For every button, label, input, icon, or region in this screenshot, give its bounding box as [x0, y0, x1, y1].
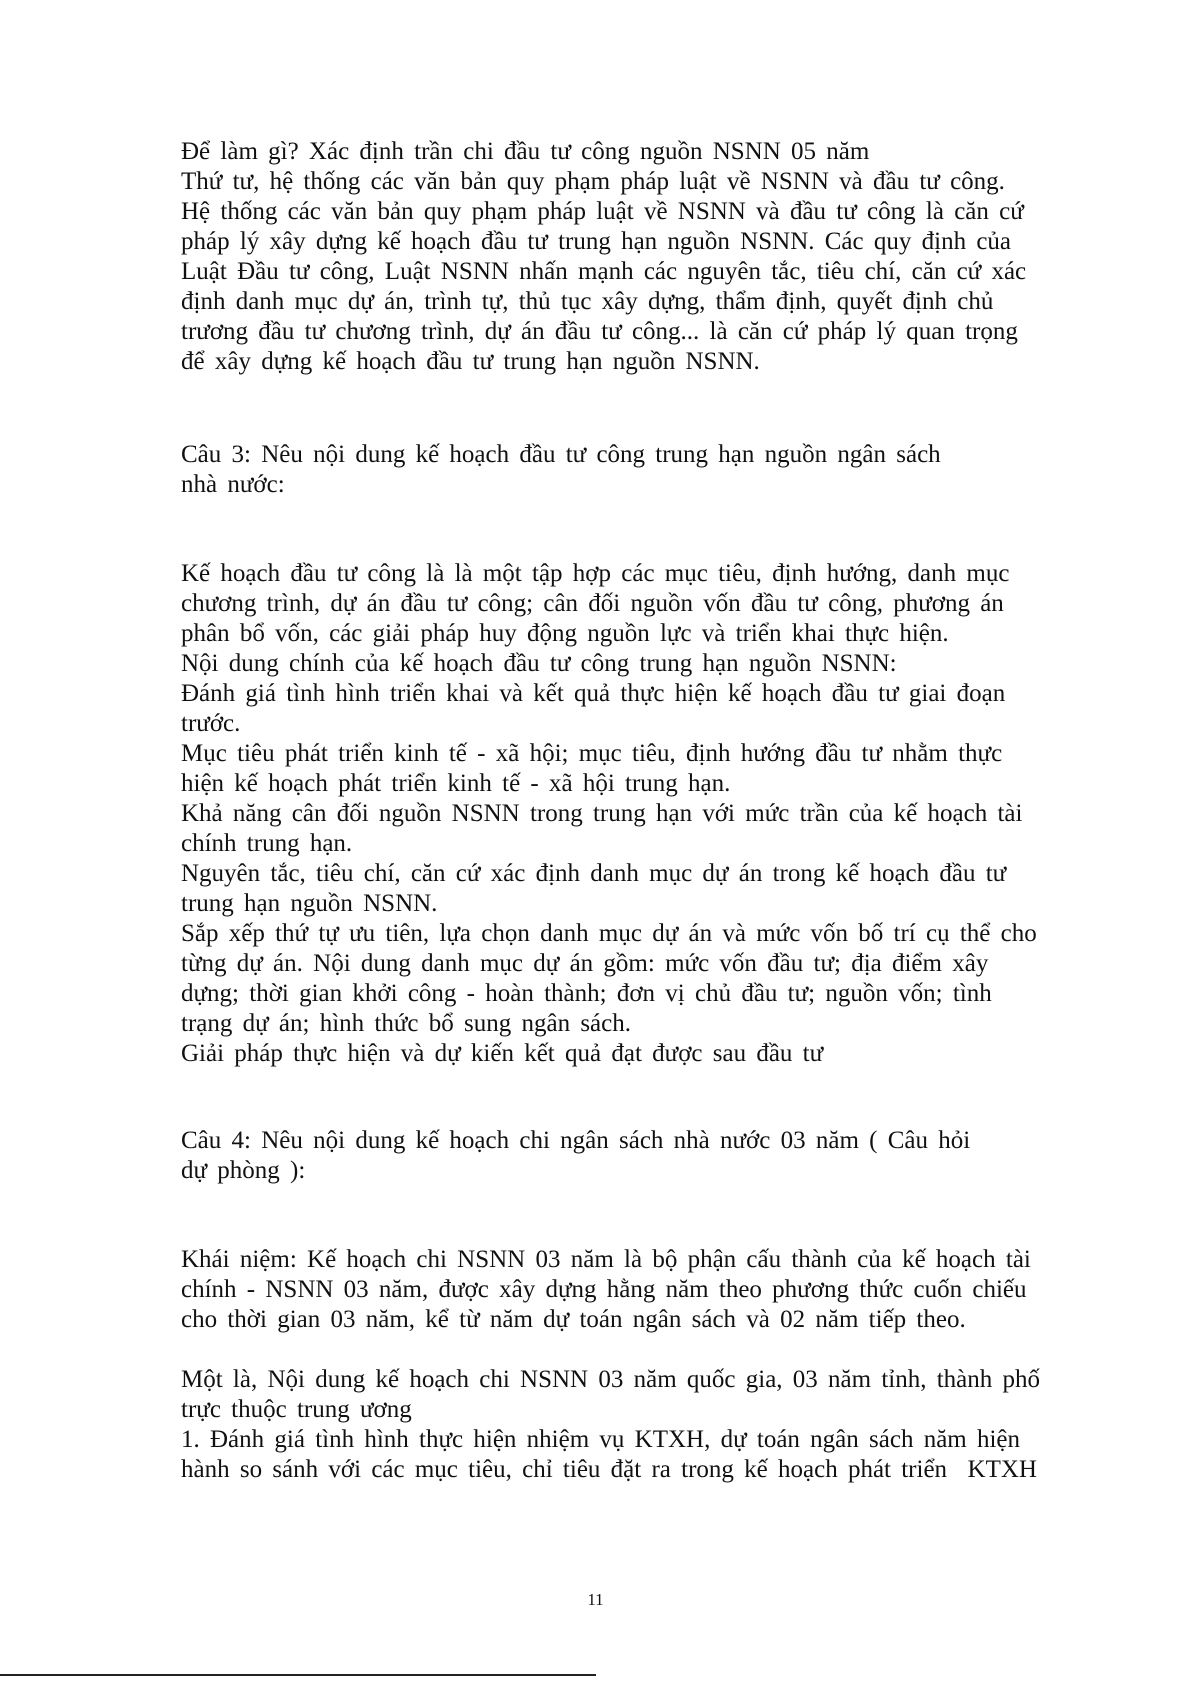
text-line: để xây dựng kế hoạch đầu tư trung hạn nguồn NSNN.	[181, 348, 760, 375]
text-line: từng dự án. Nội dung danh mục dự án gồm: mức vốn đầu tư; địa điểm xây	[181, 950, 989, 977]
text-line: Mục tiêu phát triển kinh tế - xã hội; mục tiêu, định hướng đầu tư nhằm thực	[181, 740, 1003, 767]
text-line: Nội dung chính của kế hoạch đầu tư công trung hạn nguồn NSNN:	[181, 650, 897, 677]
question-4-heading	[181, 1126, 1121, 1186]
text-line: trước.	[181, 710, 241, 737]
text-line: trạng dự án; hình thức bổ sung ngân sách.	[181, 1010, 631, 1037]
text-line: trực thuộc trung ương	[181, 1396, 412, 1423]
text-line: Câu 3: Nêu nội dung kế hoạch đầu tư công trung hạn nguồn ngân sách	[181, 441, 941, 468]
footer-divider	[0, 1674, 596, 1676]
text-line: cho thời gian 03 năm, kể từ năm dự toán ngân sách và 02 năm tiếp theo.	[181, 1306, 966, 1333]
question-3-answer	[181, 559, 1121, 1069]
text-line: dựng; thời gian khởi công - hoàn thành; đơn vị chủ đầu tư; nguồn vốn; tình	[181, 980, 992, 1007]
text-line: Khái niệm: Kế hoạch chi NSNN 03 năm là bộ phận cấu thành của kế hoạch tài	[181, 1246, 1031, 1273]
text-line: Để làm gì? Xác định trần chi đầu tư công nguồn NSNN 05 năm	[181, 138, 870, 165]
text-line: Sắp xếp thứ tự ưu tiên, lựa chọn danh mục dự án và mức vốn bố trí cụ thể cho	[181, 920, 1037, 947]
text-line: Một là, Nội dung kế hoạch chi NSNN 03 năm quốc gia, 03 năm tỉnh, thành phố	[181, 1366, 1041, 1393]
question-4-concept	[181, 1245, 1121, 1335]
text-line: trương đầu tư chương trình, dự án đầu tư công... là căn cứ pháp lý quan trọng	[181, 318, 1018, 345]
text-line: Nguyên tắc, tiêu chí, căn cứ xác định danh mục dự án trong kế hoạch đầu tư	[181, 860, 1007, 887]
text-line: hành so sánh với các mục tiêu, chỉ tiêu đặt ra trong kế hoạch phát triển KTXH	[181, 1456, 1037, 1483]
text-line: pháp lý xây dựng kế hoạch đầu tư trung hạn nguồn NSNN. Các quy định của	[181, 228, 1012, 255]
text-line: Giải pháp thực hiện và dự kiến kết quả đạt được sau đầu tư	[181, 1040, 824, 1067]
text-line: hiện kế hoạch phát triển kinh tế - xã hội trung hạn.	[181, 770, 731, 797]
text-line: 1. Đánh giá tình hình thực hiện nhiệm vụ KTXH, dự toán ngân sách năm hiện	[181, 1426, 1021, 1453]
question-4-part-one	[181, 1365, 1121, 1485]
text-line: Thứ tư, hệ thống các văn bản quy phạm pháp luật về NSNN và đầu tư công.	[181, 168, 1005, 195]
text-line: dự phòng ):	[181, 1157, 306, 1184]
text-line: trung hạn nguồn NSNN.	[181, 890, 438, 917]
text-line: Khả năng cân đối nguồn NSNN trong trung hạn với mức trần của kế hoạch tài	[181, 800, 1023, 827]
page-number: 11	[587, 1590, 604, 1609]
text-line: Hệ thống các văn bản quy phạm pháp luật về NSNN và đầu tư công là căn cứ	[181, 198, 1024, 225]
text-line: chương trình, dự án đầu tư công; cân đối nguồn vốn đầu tư công, phương án	[181, 590, 1004, 617]
text-line: chính trung hạn.	[181, 830, 353, 857]
text-line: Luật Đầu tư công, Luật NSNN nhấn mạnh các nguyên tắc, tiêu chí, căn cứ xác	[181, 258, 1027, 285]
text-line: nhà nước:	[181, 471, 285, 498]
text-line: Câu 4: Nêu nội dung kế hoạch chi ngân sách nhà nước 03 năm ( Câu hỏi	[181, 1127, 971, 1154]
text-line: Kế hoạch đầu tư công là là một tập hợp các mục tiêu, định hướng, danh mục	[181, 560, 1010, 587]
question-3-heading	[181, 440, 1121, 500]
text-line: Đánh giá tình hình triển khai và kết quả thực hiện kế hoạch đầu tư giai đoạn	[181, 680, 1006, 707]
intro-paragraph	[181, 137, 1121, 377]
text-line: định danh mục dự án, trình tự, thủ tục xây dựng, thẩm định, quyết định chủ	[181, 288, 994, 315]
text-line: chính - NSNN 03 năm, được xây dựng hằng năm theo phương thức cuốn chiếu	[181, 1276, 1027, 1303]
text-line: phân bổ vốn, các giải pháp huy động nguồn lực và triển khai thực hiện.	[181, 620, 949, 647]
